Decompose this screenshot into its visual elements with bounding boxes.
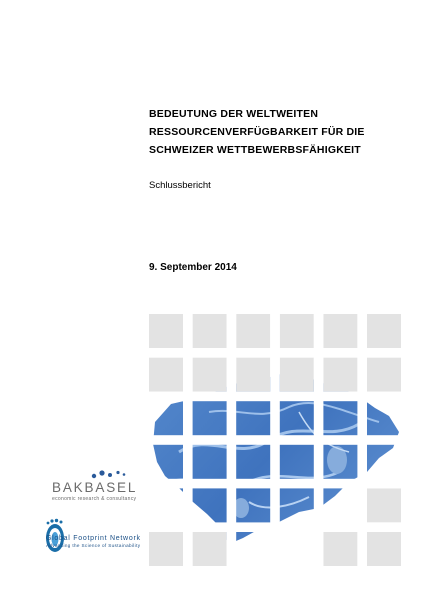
report-subtitle: Schlussbericht (149, 180, 211, 191)
title-line: RESSOURCENVERFÜGBARKEIT FÜR DIE (149, 126, 365, 138)
grey-tile (236, 314, 270, 348)
grey-tile (236, 358, 270, 392)
grey-tile (149, 532, 183, 566)
grid-gutter (149, 435, 401, 445)
tile-overlay (149, 312, 401, 588)
grey-tile (149, 358, 183, 392)
grid-gutter (149, 392, 401, 402)
grey-tile (193, 358, 227, 392)
report-date: 9. September 2014 (149, 262, 237, 273)
grey-tile (367, 532, 401, 566)
grey-tile (367, 314, 401, 348)
grey-tile (280, 358, 314, 392)
bakbasel-logo (50, 470, 140, 502)
grey-tile (367, 488, 401, 522)
gfn-tagline: Advancing the Science of Sustainability (46, 543, 140, 548)
grey-tile (280, 314, 314, 348)
grid-gutter (149, 348, 401, 358)
grid-gutter (149, 312, 401, 314)
grey-tile (149, 314, 183, 348)
grey-tile (323, 314, 357, 348)
grid-gutter (149, 566, 401, 576)
grey-tile (367, 358, 401, 392)
bakbasel-wordmark: BAKBASEL (52, 480, 136, 495)
grey-tile (323, 358, 357, 392)
grid-gutter (149, 522, 401, 532)
title-line: BEDEUTUNG DER WELTWEITEN (149, 108, 319, 120)
grey-tile (323, 532, 357, 566)
grey-tile (193, 532, 227, 566)
gfn-wordmark: Global Footprint Network (46, 535, 140, 542)
bakbasel-tagline: economic research & consultancy (52, 496, 136, 502)
bakbasel-dots-icon (92, 470, 125, 478)
gfn-logo (42, 514, 142, 558)
switzerland-map-tile-grid (149, 312, 401, 588)
grid-gutter (149, 479, 401, 489)
report-title (149, 105, 411, 159)
grey-tile (193, 314, 227, 348)
title-line: SCHWEIZER WETTBEWERBSFÄHIGKEIT (149, 144, 361, 156)
